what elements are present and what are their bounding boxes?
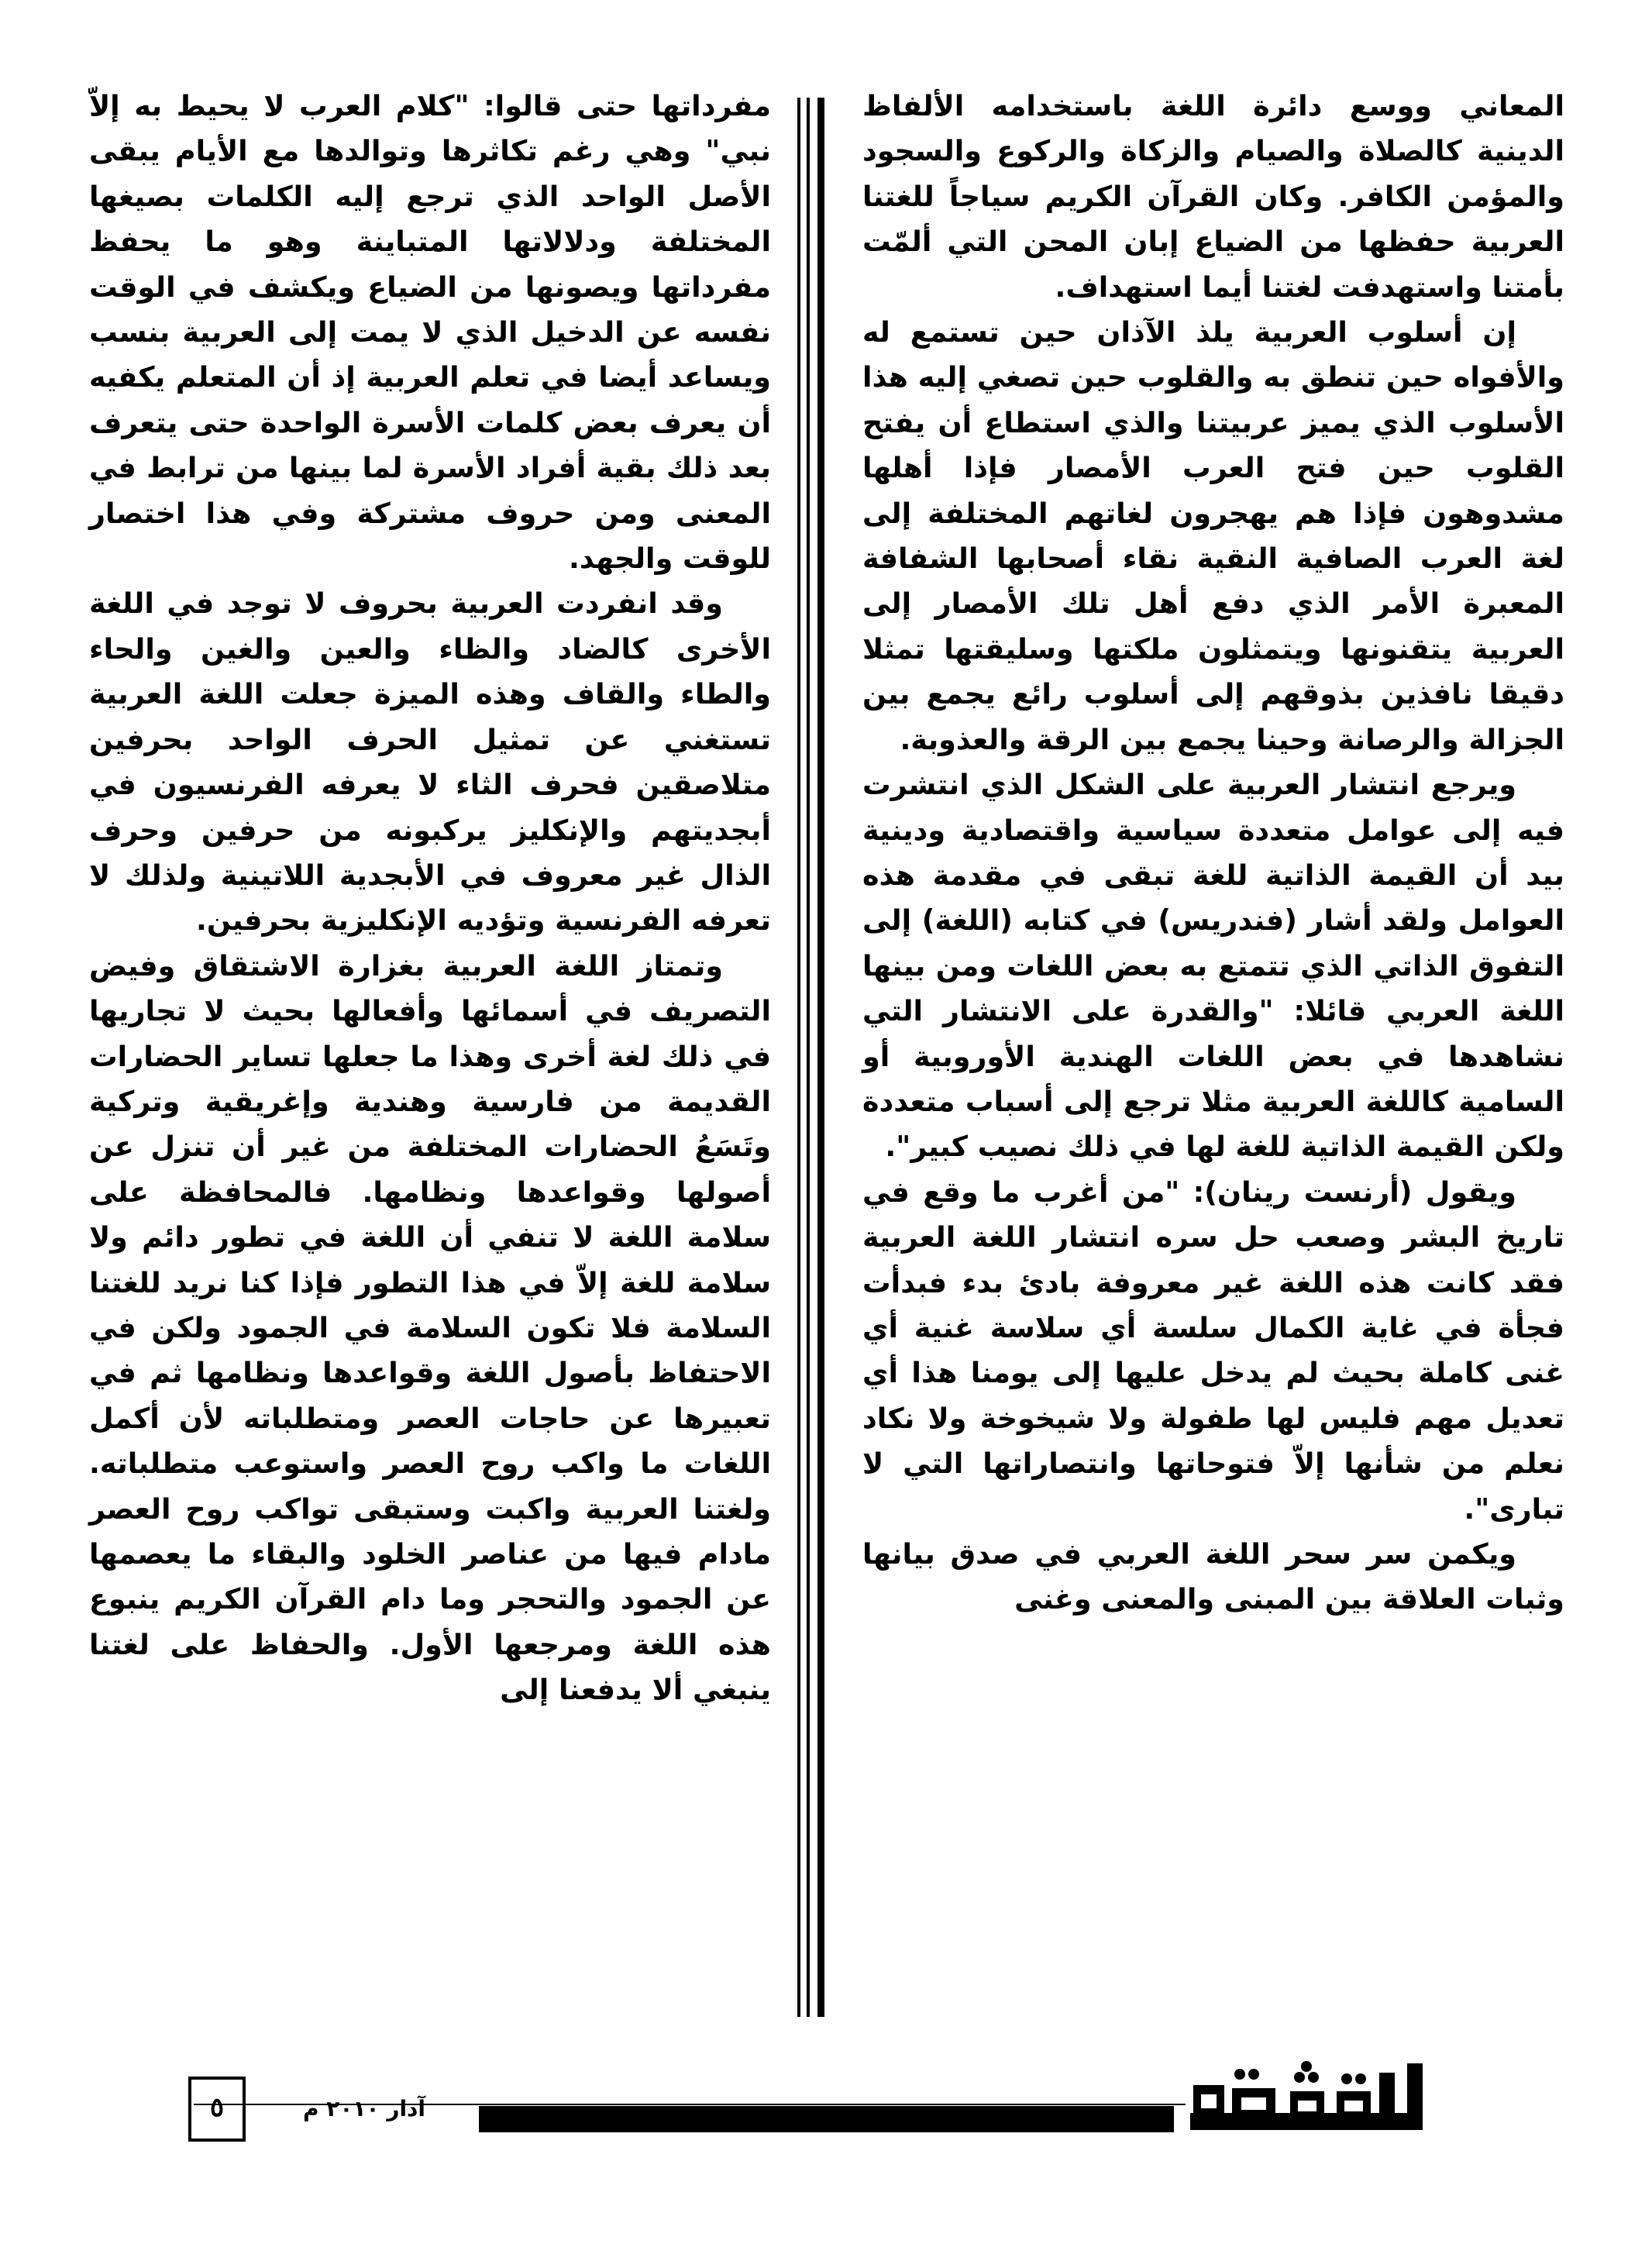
left-column <box>89 84 771 1713</box>
paragraph: وقد انفردت العربية بحروف لا توجد في اللغة الأخرى كالضاد والظاء والعين والغين والحاء والطاء والقاف وهذه الميزة جعلت اللغة العربية تستغني عن تمثيل الحرف الواحد بحرفين متلاصقين فحرف الثاء لا يعرفه الفرنسيون في أبجديتهم والإنكليز يركبونه من حرفين وحرف الذال غير معروف في الأبجدية اللاتينية ولذلك لا تعرفه الفرنسية وتؤديه الإنكليزية بحرفين. <box>89 587 771 938</box>
column-divider <box>807 98 810 2017</box>
paragraph: ويقول (أرنست رينان): "من أغرب ما وقع في تاريخ البشر وصعب حل سره انتشار اللغة العربية فقد كانت هذه اللغة غير معروفة بادئ بدء فبدأت فجأة في غاية الكمال سلسة أي سلاسة غنية أي غنى كاملة بحيث لم يدخل عليها إلى يومنا هذا أي تعديل مهم فليس لها طفولة ولا شيخوخة ولا نكاد نعلم من شأنها إلاّ فتوحاتها وانتصاراتها التي لا تبارى". <box>862 1175 1564 1526</box>
paragraph: ويكمن سر سحر اللغة العربي في صدق بيانها وثبات العلاقة بين المبنى والمعنى وغنى <box>862 1537 1564 1616</box>
column-divider <box>817 98 824 2017</box>
page-number: ٥ <box>188 2077 246 2142</box>
paragraph: المعاني ووسع دائرة اللغة باستخدامه الألفاظ الدينية كالصلاة والصيام والزكاة والركوع والسجود والمؤمن الكافر. وكان القرآن الكريم سياجاً للغتنا العربية حفظها من الضياع إبان المحن التي ألمّت بأمتنا واستهدفت لغتنا أيما استهداف. <box>862 89 1564 304</box>
issue-date: آذار ٢٠١٠ م <box>302 2096 426 2121</box>
logo-text: الثقافة <box>1290 2144 1329 2156</box>
column-divider <box>797 98 800 2017</box>
right-column <box>862 84 1564 1622</box>
paragraph: إن أسلوب العربية يلذ الآذان حين تستمع له والأفواه حين تنطق به والقلوب حين تصغي إليه هذا الأسلوب الذي يميز عربيتنا والذي استطاع أن يفتح القلوب حين فتح العرب الأمصار فإذا أهلها مشدوهون فإذا هم يهجرون لغاتهم المختلفة إلى لغة العرب الصافية النقية نقاء أصحابها الشفافة المعبرة الأمر الذي دفع أهل تلك الأمصار إلى العربية يتقنونها ويتمثلون ملكتها وسليقتها تمثلا دقيقا نافذين بذوقهم إلى أسلوب رائع يجمع بين الجزالة والرصانة وحينا يجمع بين الرقة والعذوبة. <box>862 315 1564 756</box>
footer-bar <box>479 2106 1174 2132</box>
paragraph: ويرجع انتشار العربية على الشكل الذي انتشرت فيه إلى عوامل متعددة سياسية واقتصادية ودينية بيد أن القيمة الذاتية للغة تبقى في مقدمة هذه العوامل ولقد أشار (فندريس) في كتابه (اللغة) إلى التفوق الذاتي الذي تتمتع به بعض اللغات ومن بينها اللغة العربي قائلا: "والقدرة على الانتشار التي نشاهدها في بعض اللغات الهندية الأوروبية أو السامية كاللغة العربية مثلا ترجع إلى أسباب متعددة ولكن القيمة الذاتية للغة لها في ذلك نصيب كبير". <box>862 768 1564 1164</box>
magazine-logo <box>1186 2057 1433 2158</box>
paragraph: وتمتاز اللغة العربية بغزارة الاشتقاق وفيض التصريف في أسمائها وأفعالها بحيث لا تجاريها في ذلك لغة أخرى وهذا ما جعلها تساير الحضارات القديمة من فارسية وهندية وإغريقية وتركية وتَسَعُ الحضارات المختلفة من غير أن تنزل عن أصولها وقواعدها ونظامها. فالمحافظة على سلامة اللغة لا تنفي أن اللغة في تطور دائم ولا سلامة للغة إلاّ في هذا التطور فإذا كنا نريد للغتنا السلامة فلا تكون السلامة في الجمود ولكن في الاحتفاظ بأصول اللغة وقواعدها ونظامها ثم في تعبيرها عن حاجات العصر ومتطلباته لأن أكمل اللغات ما واكب روح العصر واستوعب متطلباته. ولغتنا العربية واكبت وستبقى تواكب روح العصر مادام فيها من عناصر الخلود والبقاء ما يعصمها عن الجمود والتحجر وما دام القرآن الكريم ينبوع هذه اللغة ومرجعها الأول. والحفاظ على لغتنا ينبغي ألا يدفعنا إلى <box>89 948 771 1707</box>
paragraph: مفرداتها حتى قالوا: "كلام العرب لا يحيط به إلاّ نبي" وهي رغم تكاثرها وتوالدها مع الأيام يبقى الأصل الواحد الذي ترجع إليه الكلمات بصيغها المختلفة ودلالاتها المتباينة وهو ما يحفظ مفرداتها ويصونها من الضياع ويكشف في الوقت نفسه عن الدخيل الذي لا يمت إلى العربية بنسب ويساعد أيضا في تعلم العربية إذ أن المتعلم يكفيه أن يعرف بعض كلمات الأسرة الواحدة حتى يتعرف بعد ذلك بقية أفراد الأسرة لما بينها من ترابط في المعنى ومن حروف مشتركة وفي هذا اختصار للوقت والجهد. <box>89 89 771 576</box>
